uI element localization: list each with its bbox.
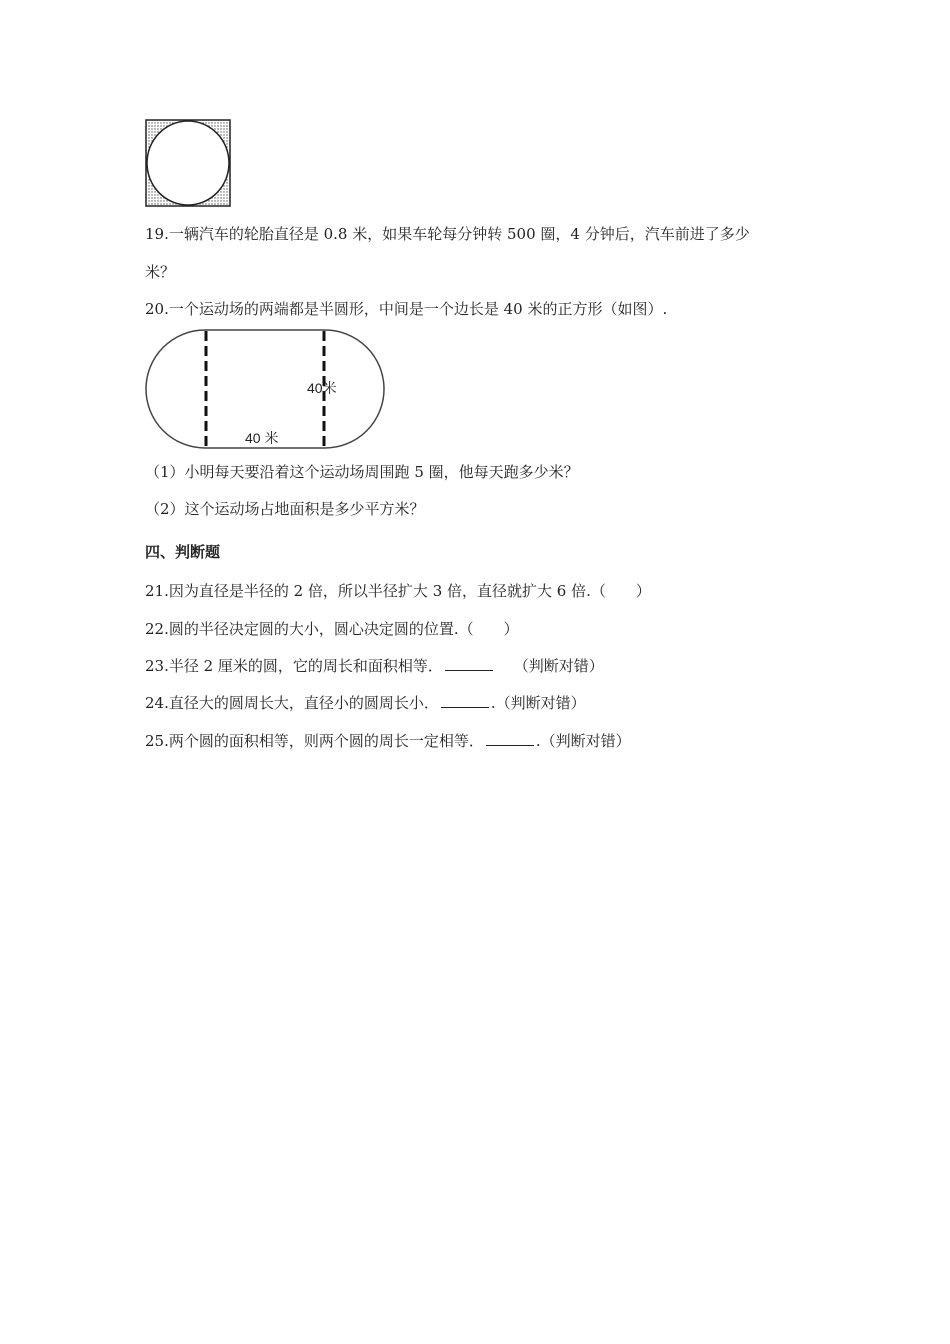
bottom-length-label: 40 米 bbox=[245, 430, 279, 446]
q19-line2: 米？ bbox=[145, 263, 176, 281]
q23-text: 23.半径 2 厘米的圆，它的周长和面积相等． bbox=[145, 657, 443, 675]
q25-suffix: .（判断对错） bbox=[535, 732, 631, 750]
stadium-figure bbox=[145, 328, 387, 452]
q20-text: 20.一个运动场的两端都是半圆形，中间是一个边长是 40 米的正方形（如图）. bbox=[145, 300, 668, 318]
q23-suffix: （判断对错） bbox=[513, 657, 604, 675]
q24-answer-blank[interactable] bbox=[441, 706, 489, 708]
q20-sub1: （1）小明每天要沿着这个运动场周围跑 5 圈，他每天跑多少米？ bbox=[145, 463, 579, 481]
section-heading: 四、判断题 bbox=[145, 543, 221, 561]
q21-text: 21.因为直径是半径的 2 倍，所以半径扩大 3 倍，直径就扩大 6 倍.（ ） bbox=[145, 582, 651, 600]
q24-line bbox=[145, 692, 586, 713]
q25-answer-blank[interactable] bbox=[486, 744, 534, 746]
inscribed-circle bbox=[147, 121, 229, 205]
q23-answer-blank[interactable] bbox=[445, 669, 493, 671]
side-length-label: 40米 bbox=[307, 380, 337, 396]
q24-suffix: .（判断对错） bbox=[490, 694, 586, 712]
q23-line bbox=[145, 655, 604, 676]
q19-line1: 19.一辆汽车的轮胎直径是 0.8 米，如果车轮每分钟转 500 圈，4 分钟后，汽车前进了多少 bbox=[145, 225, 750, 243]
circle-in-square-figure bbox=[145, 119, 231, 207]
q20-sub2: （2）这个运动场占地面积是多少平方米？ bbox=[145, 500, 425, 518]
q25-text: 25.两个圆的面积相等，则两个圆的周长一定相等． bbox=[145, 732, 484, 750]
q24-text: 24.直径大的圆周长大，直径小的圆周长小． bbox=[145, 694, 439, 712]
q22-text: 22.圆的半径决定圆的大小，圆心决定圆的位置.（ ） bbox=[145, 620, 519, 638]
q25-line bbox=[145, 730, 631, 751]
